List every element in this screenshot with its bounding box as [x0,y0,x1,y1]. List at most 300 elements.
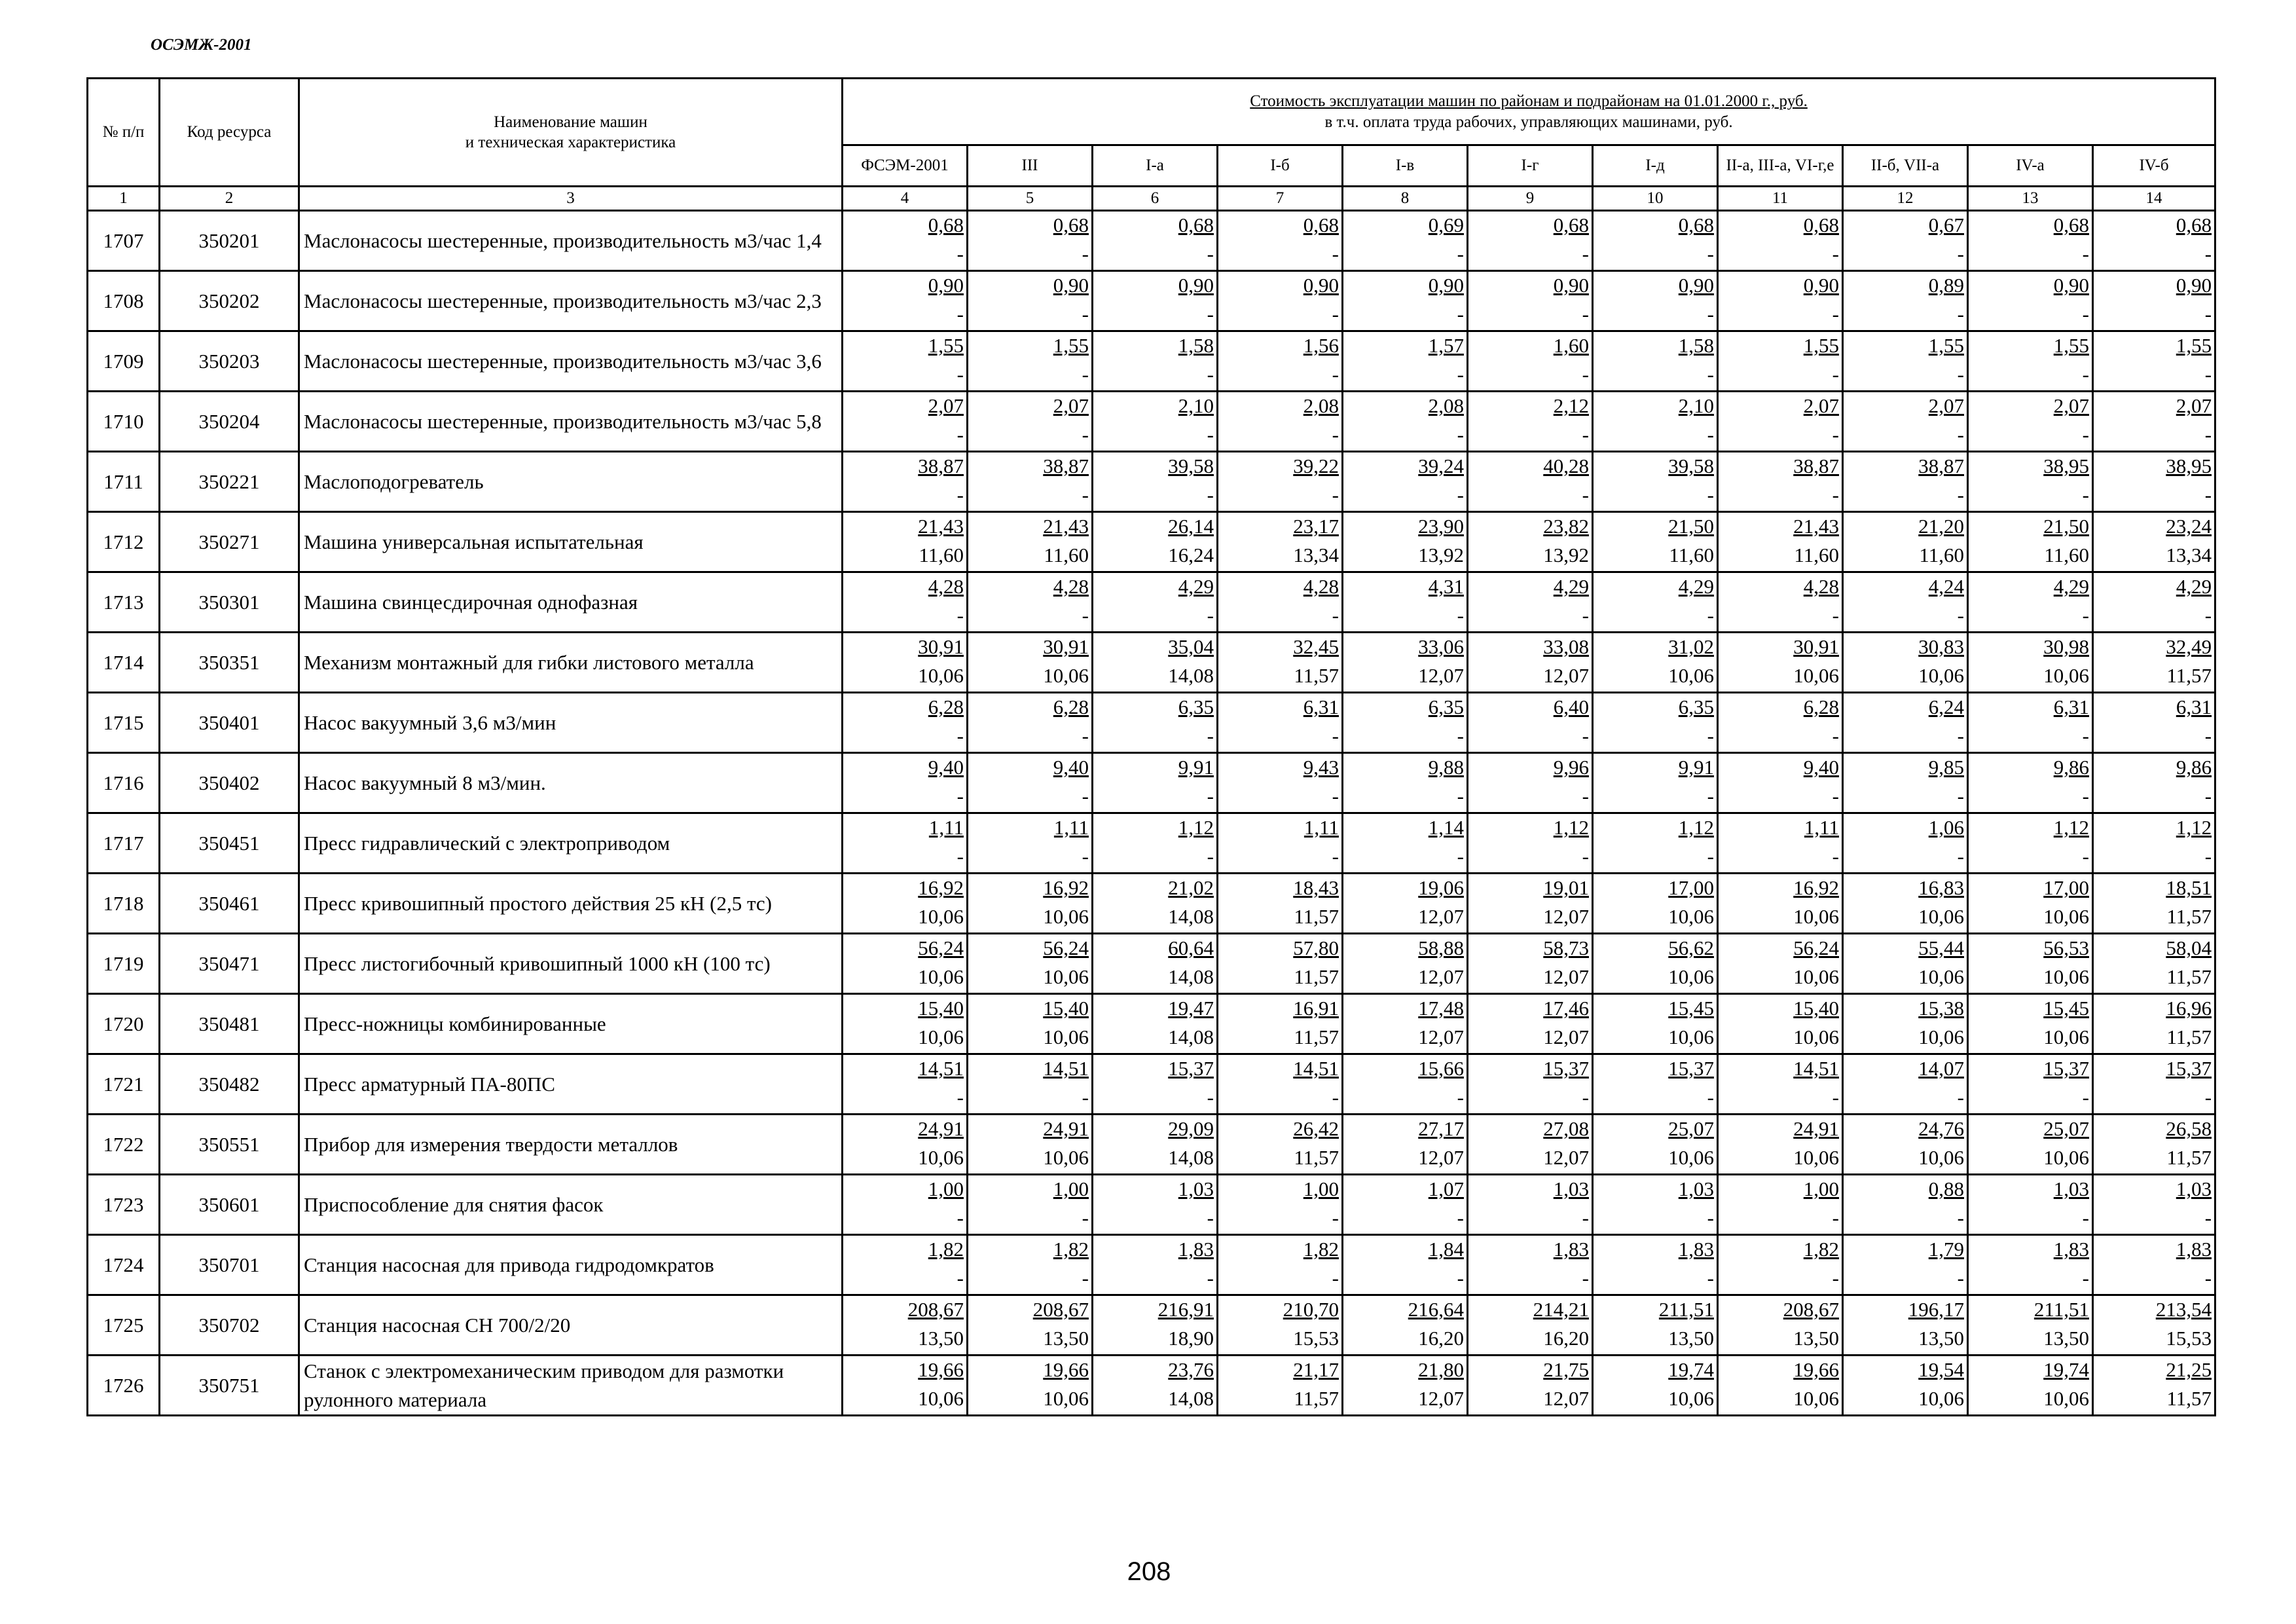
price-cell [843,994,968,1054]
price-cell [1593,633,1718,693]
row-number: 1718 [88,874,160,934]
labor-cost: - [1832,303,1839,325]
operating-cost: 29,09 [1168,1117,1214,1140]
price-cell [1968,934,2093,994]
resource-code: 350461 [160,874,299,934]
labor-cost: - [1957,483,1964,506]
price-cell [1218,813,1343,874]
price-cell [1718,1295,1843,1356]
row-number: 1711 [88,452,160,512]
price-cell [1343,813,1468,874]
resource-code: 350601 [160,1175,299,1235]
operating-cost: 6,35 [1678,695,1714,718]
price-cell [1968,331,2093,392]
operating-cost: 27,17 [1418,1117,1464,1140]
operating-cost: 9,86 [2176,756,2212,779]
labor-cost: 10,06 [1793,1387,1839,1410]
operating-cost: 14,51 [918,1057,964,1080]
operating-cost: 1,11 [1804,816,1839,839]
labor-cost: 10,06 [1918,1387,1964,1410]
labor-cost: - [1707,784,1714,807]
machine-name: Станок с электромеханическим приводом для размотки рулонного материала [299,1356,843,1416]
labor-cost: 15,53 [2166,1327,2212,1350]
table-row [88,572,2215,633]
price-cell [1218,1235,1343,1295]
price-cell [968,572,1093,633]
price-cell [1093,452,1218,512]
operating-cost: 23,24 [2166,515,2212,538]
labor-cost: - [1957,242,1964,265]
price-cell [1593,994,1718,1054]
operating-cost: 38,87 [1793,454,1839,477]
price-cell [1718,1235,1843,1295]
labor-cost: - [1207,423,1214,446]
operating-cost: 19,74 [2043,1358,2089,1381]
price-cell [2093,392,2215,452]
price-cell [2093,211,2215,271]
price-cell [843,753,968,813]
labor-cost: - [2204,604,2212,627]
labor-cost: - [1207,242,1214,265]
operating-cost: 38,87 [1043,454,1089,477]
labor-cost: 10,06 [1918,965,1964,988]
labor-cost: 10,06 [1668,905,1714,928]
machine-name: Насос вакуумный 8 м3/мин. [299,753,843,813]
price-cell [2093,934,2215,994]
labor-cost: - [1957,423,1964,446]
operating-cost: 1,82 [1803,1238,1839,1261]
price-cell [1218,753,1343,813]
table-row [88,392,2215,452]
machine-name: Маслонасосы шестеренные, производительность м3/час 5,8 [299,392,843,452]
labor-cost: 10,06 [1793,1146,1839,1169]
labor-cost: - [1082,423,1089,446]
labor-cost: 12,07 [1543,905,1589,928]
price-cell [1718,934,1843,994]
labor-cost: 10,06 [1043,664,1089,687]
labor-cost: - [1082,845,1089,868]
price-cell [1218,211,1343,271]
operating-cost: 16,92 [1793,876,1839,899]
labor-cost: 10,06 [1668,664,1714,687]
labor-cost: - [2204,1086,2212,1109]
labor-cost: - [1207,1266,1214,1289]
price-cell [1468,1115,1593,1175]
price-cell [1218,1295,1343,1356]
operating-cost: 211,51 [1658,1298,1714,1321]
operating-cost: 2,07 [2053,394,2089,417]
price-cell [1343,1356,1468,1416]
price-cell [1843,1115,1968,1175]
operating-cost: 9,88 [1428,756,1464,779]
operating-cost: 21,20 [1918,515,1964,538]
operating-cost: 21,50 [2043,515,2089,538]
price-cell [2093,874,2215,934]
labor-cost: - [2204,303,2212,325]
labor-cost: 10,06 [1668,1025,1714,1048]
price-cell [1093,874,1218,934]
price-cell [1343,693,1468,753]
labor-cost: - [1082,604,1089,627]
price-cell [1093,1356,1218,1416]
operating-cost: 1,60 [1553,334,1589,357]
operating-cost: 32,49 [2166,635,2212,658]
labor-cost: - [1582,1206,1589,1229]
price-cell [843,1054,968,1115]
price-cell [1968,512,2093,572]
labor-cost: - [957,242,964,265]
labor-cost: - [1082,1206,1089,1229]
labor-cost: - [957,604,964,627]
operating-cost: 9,85 [1928,756,1964,779]
labor-cost: - [1582,483,1589,506]
price-cell [1343,1175,1468,1235]
labor-cost: 10,06 [918,1025,964,1048]
price-cell [1593,512,1718,572]
operating-cost: 56,62 [1668,936,1714,959]
price-header-title: Стоимость эксплуатации машин по районам и подрайонам на 01.01.2000 г., руб. [1250,92,1808,111]
operating-cost: 6,40 [1553,695,1589,718]
price-cell [1968,572,2093,633]
price-cell [1718,1175,1843,1235]
price-cell [843,874,968,934]
price-cell [2093,572,2215,633]
resource-code: 350402 [160,753,299,813]
price-cell [1343,1115,1468,1175]
col-header-name-line1: Наименование машин [494,113,647,131]
operating-cost: 1,12 [1553,816,1589,839]
labor-cost: - [1457,483,1464,506]
operating-cost: 2,08 [1303,394,1339,417]
price-cell [1343,452,1468,512]
labor-cost: 10,06 [1793,905,1839,928]
operating-cost: 0,68 [2053,213,2089,236]
labor-cost: - [1207,1206,1214,1229]
operating-cost: 0,68 [1803,213,1839,236]
labor-cost: 16,24 [1168,544,1214,566]
operating-cost: 24,91 [1043,1117,1089,1140]
labor-cost: - [1332,1266,1339,1289]
operating-cost: 1,82 [928,1238,964,1261]
labor-cost: 10,06 [1918,1146,1964,1169]
labor-cost: 10,06 [1668,1387,1714,1410]
price-cell [1593,693,1718,753]
operating-cost: 56,24 [918,936,964,959]
price-cell [1843,512,1968,572]
labor-cost: 13,50 [1918,1327,1964,1350]
price-cell [1468,1295,1593,1356]
operating-cost: 31,02 [1668,635,1714,658]
col-number: 7 [1218,187,1343,211]
labor-cost: 12,07 [1418,1025,1464,1048]
table-row [88,994,2215,1054]
price-cell [1593,1356,1718,1416]
labor-cost: 13,50 [1668,1327,1714,1350]
operating-cost: 15,45 [1668,997,1714,1020]
operating-cost: 1,83 [1178,1238,1214,1261]
operating-cost: 1,83 [2176,1238,2212,1261]
labor-cost: - [1457,303,1464,325]
operating-cost: 17,00 [1668,876,1714,899]
col-number: 6 [1093,187,1218,211]
labor-cost: 11,60 [1044,544,1089,566]
operating-cost: 35,04 [1168,635,1214,658]
price-cell [2093,452,2215,512]
labor-cost: 14,08 [1168,664,1214,687]
operating-cost: 15,66 [1418,1057,1464,1080]
price-cell [1218,1115,1343,1175]
price-cell [1718,211,1843,271]
price-cell [1843,572,1968,633]
resource-code: 350481 [160,994,299,1054]
row-number: 1712 [88,512,160,572]
operating-cost: 4,29 [2053,575,2089,598]
operating-cost: 1,83 [1678,1238,1714,1261]
price-cell [968,693,1093,753]
operating-cost: 1,11 [1303,816,1339,839]
labor-cost: 10,06 [1918,905,1964,928]
operating-cost: 0,68 [1178,213,1214,236]
operating-cost: 4,28 [1803,575,1839,598]
price-cell [843,693,968,753]
operating-cost: 40,28 [1543,454,1589,477]
row-number: 1720 [88,994,160,1054]
labor-cost: 10,06 [2043,664,2089,687]
labor-cost: - [1707,242,1714,265]
price-cell [1343,512,1468,572]
price-cell [1343,874,1468,934]
operating-cost: 1,11 [928,816,964,839]
price-cell [1843,331,1968,392]
operating-cost: 21,43 [918,515,964,538]
labor-cost: 11,57 [2166,965,2212,988]
table-row [88,753,2215,813]
col-header-region: IV-б [2093,145,2215,187]
resource-code: 350751 [160,1356,299,1416]
table-row [88,934,2215,994]
price-cell [843,512,968,572]
operating-cost: 0,68 [1553,213,1589,236]
price-cell [1093,1175,1218,1235]
labor-cost: 14,08 [1168,1146,1214,1169]
operating-cost: 21,43 [1793,515,1839,538]
operating-cost: 0,68 [2176,213,2212,236]
row-number: 1721 [88,1054,160,1115]
operating-cost: 1,55 [1928,334,1964,357]
labor-cost: 13,92 [1418,544,1464,566]
operating-cost: 30,91 [918,635,964,658]
operating-cost: 2,07 [928,394,964,417]
col-number: 13 [1968,187,2093,211]
operating-cost: 216,91 [1157,1298,1214,1321]
labor-cost: 16,20 [1543,1327,1589,1350]
labor-cost: - [2204,784,2212,807]
labor-cost: - [1582,1266,1589,1289]
row-number: 1709 [88,331,160,392]
operating-cost: 1,03 [1553,1177,1589,1200]
document-code: ОСЭМЖ-2001 [151,36,252,54]
labor-cost: 12,07 [1543,965,1589,988]
machine-name: Пресс листогибочный кривошипный 1000 кН (100 тс) [299,934,843,994]
operating-cost: 1,03 [1678,1177,1714,1200]
table-row [88,452,2215,512]
machine-name: Машина универсальная испытательная [299,512,843,572]
col-number: 14 [2093,187,2215,211]
price-cell [1843,874,1968,934]
resource-code: 350482 [160,1054,299,1115]
operating-cost: 32,45 [1293,635,1339,658]
labor-cost: - [1707,303,1714,325]
labor-cost: - [1832,1266,1839,1289]
operating-cost: 58,04 [2166,936,2212,959]
operating-cost: 1,14 [1428,816,1464,839]
labor-cost: - [1707,1086,1714,1109]
operating-cost: 19,74 [1668,1358,1714,1381]
labor-cost: - [2082,363,2089,386]
price-cell [968,994,1093,1054]
labor-cost: - [1957,724,1964,747]
labor-cost: 11,57 [1294,905,1339,928]
labor-cost: - [957,1206,964,1229]
price-cell [1468,1054,1593,1115]
price-cell [2093,813,2215,874]
operating-cost: 27,08 [1543,1117,1589,1140]
col-header-region: I-в [1343,145,1468,187]
price-cell [968,1356,1093,1416]
operating-cost: 2,12 [1553,394,1589,417]
price-cell [1093,1295,1218,1356]
labor-cost: - [1457,1266,1464,1289]
labor-cost: 12,07 [1543,664,1589,687]
price-cell [1218,331,1343,392]
price-cell [1093,271,1218,331]
operating-cost: 14,51 [1043,1057,1089,1080]
labor-cost: - [1207,724,1214,747]
labor-cost: - [1957,604,1964,627]
resource-code: 350203 [160,331,299,392]
price-cell [1093,813,1218,874]
labor-cost: - [1582,1086,1589,1109]
operating-cost: 39,58 [1168,454,1214,477]
price-cell [1093,512,1218,572]
labor-cost: 15,53 [1293,1327,1339,1350]
operating-cost: 26,14 [1168,515,1214,538]
operating-cost: 24,91 [918,1117,964,1140]
operating-cost: 14,51 [1293,1057,1339,1080]
labor-cost: - [1207,363,1214,386]
price-cell [2093,1356,2215,1416]
labor-cost: 16,20 [1418,1327,1464,1350]
labor-cost: 11,60 [1669,544,1714,566]
col-number: 8 [1343,187,1468,211]
operating-cost: 15,37 [1543,1057,1589,1080]
operating-cost: 21,25 [2166,1358,2212,1381]
price-cell [1468,934,1593,994]
price-cell [1093,1115,1218,1175]
price-cell [1218,1356,1343,1416]
labor-cost: 11,57 [1294,965,1339,988]
operating-cost: 0,90 [1053,274,1089,297]
price-cell [968,813,1093,874]
machine-name: Станция насосная для привода гидродомкратов [299,1235,843,1295]
operating-cost: 2,10 [1178,394,1214,417]
col-header-name-line2: и техническая характеристика [465,134,676,151]
table-row [88,693,2215,753]
labor-cost: - [2082,242,2089,265]
col-header-region: II-а, III-а, VI-г,е [1718,145,1843,187]
operating-cost: 39,58 [1668,454,1714,477]
operating-cost: 6,31 [1303,695,1339,718]
table-row [88,211,2215,271]
col-header-region: I-д [1593,145,1718,187]
labor-cost: - [1957,845,1964,868]
price-cell [968,874,1093,934]
labor-cost: - [1582,724,1589,747]
price-cell [1593,331,1718,392]
labor-cost: - [2082,845,2089,868]
labor-cost: 13,34 [1293,544,1339,566]
price-cell [1843,813,1968,874]
operating-cost: 56,53 [2043,936,2089,959]
col-number: 9 [1468,187,1593,211]
operating-cost: 0,88 [1928,1177,1964,1200]
operating-cost: 17,00 [2043,876,2089,899]
operating-cost: 15,40 [1043,997,1089,1020]
price-cell [1968,1295,2093,1356]
operating-cost: 15,37 [1168,1057,1214,1080]
labor-cost: 11,57 [2166,1387,2212,1410]
price-cell [1593,211,1718,271]
operating-cost: 2,07 [1928,394,1964,417]
labor-cost: - [1082,784,1089,807]
labor-cost: - [2204,1266,2212,1289]
operating-cost: 0,69 [1428,213,1464,236]
labor-cost: 11,57 [1294,664,1339,687]
labor-cost: - [1707,483,1714,506]
labor-cost: 10,06 [1668,965,1714,988]
operating-cost: 208,67 [907,1298,964,1321]
price-cell [1843,271,1968,331]
labor-cost: - [1707,363,1714,386]
operating-cost: 21,80 [1418,1358,1464,1381]
operating-cost: 15,40 [918,997,964,1020]
operating-cost: 30,98 [2043,635,2089,658]
table-row [88,1356,2215,1416]
operating-cost: 210,70 [1283,1298,1339,1321]
price-cell [1718,452,1843,512]
labor-cost: 10,06 [1793,664,1839,687]
price-cell [1343,753,1468,813]
machine-name: Маслонасосы шестеренные, производительность м3/час 2,3 [299,271,843,331]
price-cell [1718,331,1843,392]
price-cell [1718,753,1843,813]
labor-cost: 12,07 [1418,664,1464,687]
price-cell [1218,1054,1343,1115]
operating-cost: 0,67 [1928,213,1964,236]
operating-cost: 0,90 [1803,274,1839,297]
price-cell [2093,994,2215,1054]
operating-cost: 15,38 [1918,997,1964,1020]
price-cell [1343,994,1468,1054]
price-cell [1093,211,1218,271]
price-cell [1843,1295,1968,1356]
machine-name: Механизм монтажный для гибки листового металла [299,633,843,693]
price-cell [1468,633,1593,693]
operating-cost: 1,55 [2176,334,2212,357]
price-cell [1968,874,2093,934]
price-cell [1218,392,1343,452]
price-cell [1718,1356,1843,1416]
